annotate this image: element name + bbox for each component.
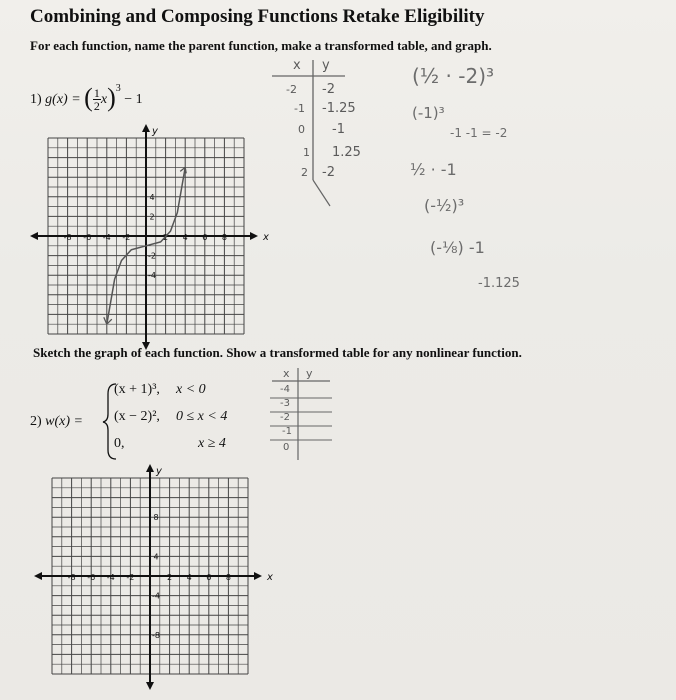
graph-2-y-arrow-up — [146, 464, 154, 472]
graph-1-x-tick-label: 2 — [163, 233, 169, 242]
exponent: 3 — [115, 83, 121, 95]
graph-2-x-tick-label: 6 — [206, 573, 212, 582]
vertical-shift: − 1 — [124, 92, 143, 107]
graph-2-x-tick-label: 8 — [225, 573, 231, 582]
table-1-y-cell: -1.25 — [322, 101, 356, 116]
graph-2-x-arrow-left — [34, 572, 42, 580]
graph-2-y-tick-label: -4 — [152, 591, 160, 601]
table-1-y-cell: -2 — [322, 165, 335, 180]
problem-1-name: g(x) = — [45, 92, 81, 107]
table-1-y-cell: -1 — [332, 122, 345, 137]
piecewise-condition: x ≥ 4 — [198, 436, 226, 451]
graph-2-x-tick-label: -4 — [106, 573, 115, 582]
graph-1-x-tick-label: -2 — [122, 233, 131, 242]
graph-1-x-tick-label: -6 — [83, 233, 92, 242]
table-1-header-y: y — [322, 58, 330, 73]
table-2-x-cell: -2 — [280, 412, 290, 423]
graph-2-y-tick-label: 8 — [153, 513, 159, 523]
piecewise-condition: x < 0 — [176, 382, 206, 397]
piecewise-condition: 0 ≤ x < 4 — [176, 409, 228, 424]
scratch-work-line: ½ · -1 — [410, 160, 457, 179]
graph-1-y-tick-label: -2 — [148, 251, 156, 261]
table-1-x-cell: -2 — [286, 83, 297, 96]
graph-1-x-tick-label: -4 — [102, 233, 111, 242]
problem-1-number: 1) — [30, 92, 42, 107]
instruction-1: For each function, name the parent function, make a transformed table, and graph. — [30, 38, 492, 53]
graph-2-y-tick-label: 4 — [153, 552, 159, 562]
scratch-work-line: (-½)³ — [424, 196, 465, 215]
table-1-y-cell: -2 — [322, 82, 335, 97]
instruction-2: Sketch the graph of each function. Show a transformed table for any nonlinear function. — [33, 345, 522, 360]
table-2-x-cell: -1 — [282, 426, 292, 437]
table-2-header-y: y — [306, 367, 313, 380]
graph-2-x-tick-label: 4 — [186, 573, 192, 582]
graph-1-y-tick-label: -4 — [148, 271, 156, 281]
graph-2-x-tick-label: -6 — [87, 573, 96, 582]
graph-1-x-tick-label: 6 — [202, 233, 208, 242]
graph-2-x-label: x — [267, 572, 273, 583]
table-2-header-x: x — [283, 367, 290, 380]
scratch-work-line: -1 -1 = -2 — [450, 126, 508, 140]
problem-2-name: w(x) = — [45, 414, 83, 429]
graph-2-x-tick-label: 2 — [167, 573, 173, 582]
graph-1-x-tick-label: 4 — [182, 233, 188, 242]
graph-1-y-tick-label: 4 — [149, 192, 155, 202]
graph-1-x-tick-label: -8 — [63, 233, 72, 242]
graph-1-y-label: y — [152, 126, 158, 137]
table-1-x-cell: 0 — [298, 123, 305, 136]
scratch-work-line: (-1)³ — [412, 104, 445, 122]
worksheet-title: Combining and Composing Functions Retake Eligibility — [30, 6, 485, 27]
table-1-x-cell: -1 — [294, 102, 305, 115]
fraction-denominator: 2 — [93, 99, 100, 114]
fraction-numerator: 1 — [93, 86, 100, 101]
graph-2-y-arrow-down — [146, 682, 154, 690]
piecewise-expression: (x + 1)³, — [114, 382, 160, 397]
table-1-header-x: x — [293, 58, 301, 73]
table-1-y-cell: 1.25 — [332, 145, 361, 160]
graph-1-x-tick-label: 8 — [221, 233, 227, 242]
graph-2-x-tick-label: -8 — [67, 573, 76, 582]
paren-close: ) — [107, 83, 116, 112]
table-1-x-cell: 1 — [303, 146, 310, 159]
graph-2-y-label: y — [156, 466, 162, 477]
graph-1-y-tick-label: 2 — [149, 212, 155, 222]
paren-open: ( — [84, 83, 93, 112]
problem-2-number: 2) — [30, 414, 42, 429]
scratch-work-line: (-⅛) -1 — [430, 238, 485, 257]
piecewise-expression: (x − 2)², — [114, 409, 160, 424]
piecewise-expression: 0, — [114, 436, 125, 451]
graph-2-y-tick-label: -8 — [152, 630, 160, 640]
graph-1-x-label: x — [263, 232, 269, 243]
table-1-x-cell: 2 — [301, 166, 308, 179]
graph-2-x-tick-label: -2 — [126, 573, 135, 582]
table-2-x-cell: -4 — [280, 384, 290, 395]
table-2-x-cell: -3 — [280, 398, 290, 409]
variable-x: x — [100, 92, 108, 107]
graph-2-x-arrow-right — [254, 572, 262, 580]
table-2-x-cell: 0 — [283, 442, 290, 453]
scratch-work-line: (½ · -2)³ — [412, 64, 495, 88]
scratch-work-line: -1.125 — [478, 276, 520, 291]
